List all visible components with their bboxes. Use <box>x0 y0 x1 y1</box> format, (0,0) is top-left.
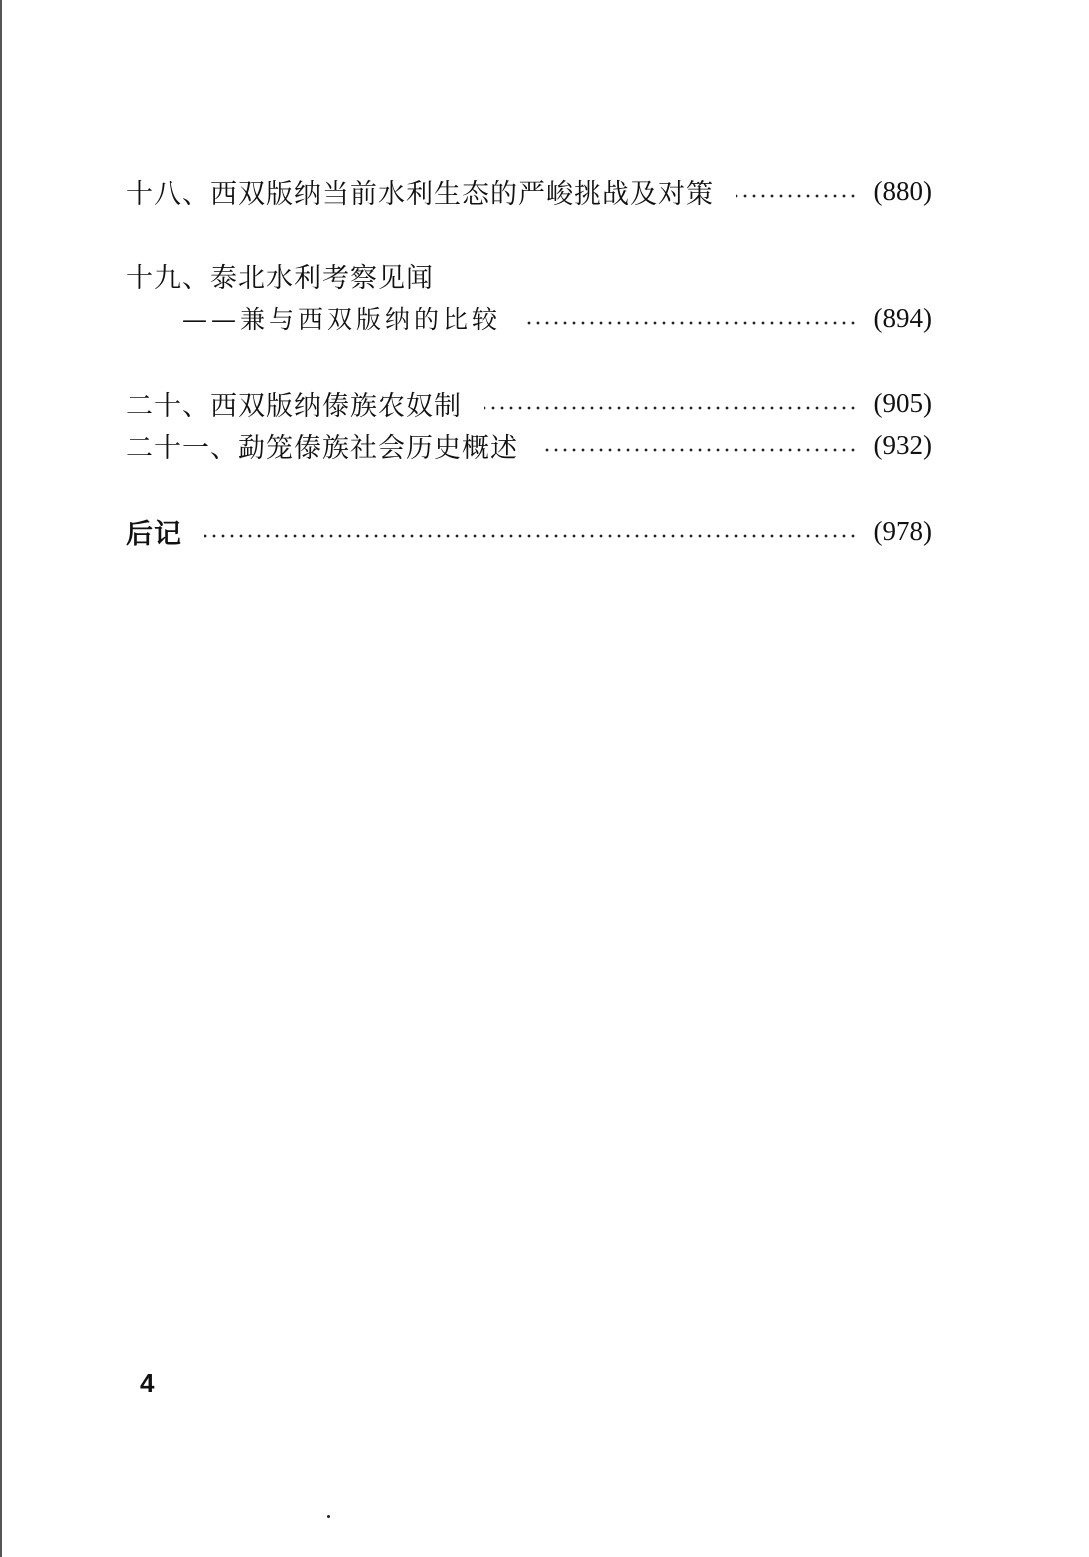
toc-entry[interactable] <box>126 511 932 551</box>
toc-entry-title: 十八、西双版纳当前水利生态的严峻挑战及对策 <box>126 178 714 210</box>
toc-entry[interactable] <box>126 425 932 465</box>
toc-entry-page: (932) <box>873 429 932 460</box>
dot-leader <box>540 447 858 453</box>
toc-entry-heading[interactable] <box>126 255 434 295</box>
dot-leader <box>523 320 858 326</box>
toc-entry-title: 二十、西双版纳傣族农奴制 <box>126 390 462 422</box>
page-number: 4 <box>140 1368 155 1398</box>
dot-leader <box>736 193 858 199</box>
toc-entry-title: 十九、泰北水利考察见闻 <box>126 262 434 294</box>
toc-entry[interactable] <box>126 171 932 211</box>
dot-leader <box>204 533 858 539</box>
toc-entry-subtitle[interactable] <box>126 298 932 338</box>
scan-speck <box>327 1515 330 1518</box>
toc-entry-title: 后记 <box>126 518 182 550</box>
toc-entry[interactable] <box>126 383 932 423</box>
toc-entry-subtitle-text: ——兼与西双版纳的比较 <box>182 305 502 334</box>
dot-leader <box>484 405 858 411</box>
toc-entry-page: (978) <box>873 515 932 546</box>
toc-entry-title: 二十一、勐笼傣族社会历史概述 <box>126 432 518 464</box>
page-edge <box>0 0 2 1557</box>
toc-entry-page: (894) <box>873 302 932 333</box>
toc-entry-page: (880) <box>873 175 932 206</box>
toc-entry-page: (905) <box>873 387 932 418</box>
